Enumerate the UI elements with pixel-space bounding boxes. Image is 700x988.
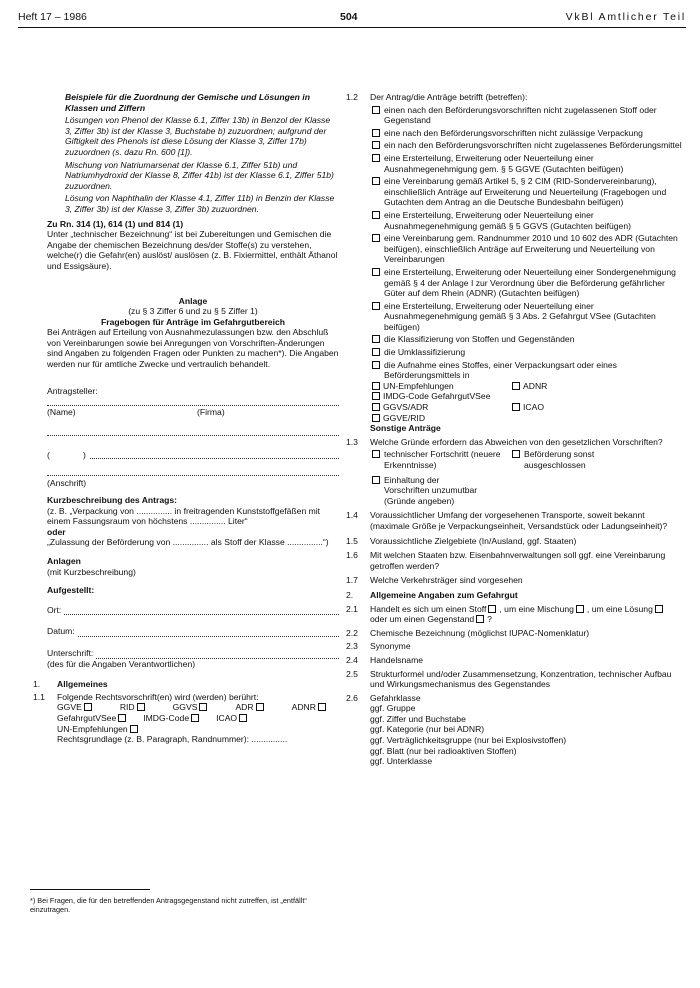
option-item [370, 347, 682, 358]
opt-adnr: ADNR [523, 380, 548, 391]
question-row [346, 669, 682, 690]
firma-label: (Firma) [197, 407, 225, 418]
checkbox[interactable] [372, 476, 380, 484]
question-number: 1.5 [346, 535, 358, 546]
s12-text: Der Antrag/die Anträge betrifft (betreffen): [370, 92, 528, 102]
publication-title: VkBl Amtlicher Teil [565, 11, 686, 23]
checkbox[interactable] [191, 714, 199, 722]
name-line[interactable] [47, 404, 339, 406]
grund-3: Einhaltung der Vorschriften unzumutbar (Gründe angeben) [384, 474, 478, 506]
checkbox[interactable] [256, 703, 264, 711]
option-item [370, 176, 682, 208]
option-item [370, 301, 682, 333]
checkbox[interactable] [239, 714, 247, 722]
option-label: die Umklassifizierung [384, 347, 466, 358]
checkbox[interactable] [372, 414, 380, 422]
sonstige-label: Sonstige Anträge [370, 423, 441, 434]
checkbox[interactable] [576, 605, 584, 613]
question-number: 1.7 [346, 575, 358, 586]
reg-rid: RID [119, 702, 135, 713]
rechtsgrundlage: Rechtsgrundlage (z. B. Paragraph, Randnummer): ............... [57, 734, 288, 745]
anlage-sub: (zu § 3 Ziffer 6 und zu § 5 Ziffer 1) [128, 306, 258, 317]
s21-text: Handelt es sich um einen Stoff , um eine Mischung , um eine Lösungoder um einen Gegenstand ? [370, 604, 682, 625]
checkbox[interactable] [372, 302, 380, 310]
rn-title: Zu Rn. 314 (1), 614 (1) und 814 (1) [47, 218, 184, 229]
sub-item: ggf. Verträglichkeitsgruppe (nur bei Explosivstoffen) [370, 735, 567, 746]
kurz-example-a: (z. B. „Verpackung von ............... in freitragenden Kunststoffgefäßen mit einem Fassungsraum von höchstens ............... Liter“ [47, 505, 321, 527]
datum-field[interactable] [78, 628, 339, 637]
option-label: eine Vereinbarung gemäß Artikel 5, § 2 CIM (RID-Sondervereinbarung), einschließlich Anträge auf Erweiterung und Neuerteilung (Fragebogen und Gutachten dem Antrag an die Deutsche Bundesbahn beifügen) [384, 176, 667, 208]
reg-icao: ICAO [216, 712, 238, 723]
question-row [346, 536, 682, 547]
option-label: ein nach den Beförderungsvorschriften nicht zugelassenes Beförderungsmittel [384, 140, 682, 151]
checkbox[interactable] [372, 268, 380, 276]
question-text: Voraussichtlicher Umfang der vorgesehenen Transporte, soweit bekannt (maximale Größe je Verpackungseinheit, Versandstück oder Ladungseinheit)? [370, 510, 668, 531]
regs-grid [370, 381, 682, 423]
question-number: 1.4 [346, 510, 358, 521]
checkbox-cell [370, 140, 384, 151]
checkbox-cell [370, 267, 384, 299]
question-row [346, 693, 682, 704]
option-label: die Klassifizierung von Stoffen und Gegenständen [384, 334, 575, 345]
sub-item: ggf. Blatt (nur bei radioaktiven Stoffen) [370, 745, 517, 756]
question-text: Allgemeine Angaben zum Gefahrgut [370, 589, 518, 600]
question-number: 2.6 [346, 692, 358, 703]
option-label: eine Ersterteilung, Erweiterung oder Neuerteilung einer Ausnahmegenehmigung gemäß § 5 GGVS (Gutachten beifügen) [384, 209, 631, 231]
checkbox[interactable] [372, 141, 380, 149]
right-column [346, 92, 682, 767]
question-text: Welche Verkehrsträger sind vorgesehen [370, 575, 523, 586]
anlage-title: Fragebogen für Anträge im Gefahrgutbereich [101, 316, 285, 327]
opt-icao: ICAO [523, 402, 545, 413]
grund-1: technischer Fortschritt (neuere Erkenntnisse) [384, 449, 501, 470]
page-number: 504 [340, 11, 358, 23]
question-row [346, 655, 682, 666]
phone-line[interactable] [90, 457, 339, 459]
page-header [18, 8, 686, 26]
question-text: Voraussichtliche Zielgebiete (In/Ausland, ggf. Staaten) [370, 535, 577, 546]
checkbox[interactable] [372, 106, 380, 114]
name-label: (Name) [47, 407, 76, 418]
unterschrift-sub: (des für die Angaben Verantwortlichen) [47, 658, 196, 669]
anlagen-sub: (mit Kurzbeschreibung) [47, 566, 136, 577]
checkbox[interactable] [372, 382, 380, 390]
s12-num: 1.2 [346, 92, 358, 102]
item-list-2 [346, 628, 682, 704]
example-1: Lösungen von Phenol der Klasse 6.1, Ziffer 13b) in Benzol der Klasse 3, Ziffer 3b) ist der Klasse 3, Buchstabe b) zuzuordnen; aufgrund der Giftigkeit des Phenols ist diese Lösung der Klasse 3, Ziffer 17b) zuzuordnen (s. dazu Rn. 600 [1]). [65, 115, 331, 157]
option-item [370, 105, 682, 126]
checkbox[interactable] [372, 234, 380, 242]
regs-row-1 [57, 702, 329, 713]
question-text: Mit welchen Staaten bzw. Eisenbahnverwaltungen soll ggf. eine Vereinbarung getroffen werden? [370, 550, 666, 571]
checkbox-cell [370, 360, 384, 381]
reg-un: UN-Empfehlungen [57, 723, 128, 734]
ort-label: Ort: [47, 604, 62, 615]
checkbox[interactable] [512, 382, 520, 390]
s13-num: 1.3 [346, 436, 358, 447]
header-rule [18, 27, 686, 28]
item-list [346, 510, 682, 600]
question-number: 2.4 [346, 654, 358, 665]
sub-item: ggf. Gruppe [370, 703, 416, 714]
question-text: Gefahrklasse [370, 692, 421, 703]
checkbox[interactable] [372, 211, 380, 219]
option-label: eine Ersterteilung, Erweiterung oder Neuerteilung einer Ausnahmegenehmigung gemäß § 3 Abs. 2 Gefahrgut VSee (Gutachten beifügen) [384, 300, 656, 332]
checkbox[interactable] [476, 615, 484, 623]
checkbox-cell [370, 210, 384, 231]
option-label: eine Ersterteilung, Erweiterung oder Neuerteilung einer Ausnahmegenehmigung gem. § 5 GGVE (Gutachten beifügen) [384, 152, 624, 174]
checkbox-cell [370, 233, 384, 265]
question-text: Chemische Bezeichnung (möglichst IUPAC-Nomenklatur) [370, 627, 590, 638]
regs-row-3 [57, 724, 339, 735]
option-item [370, 210, 682, 231]
s11-num: 1.1 [33, 691, 45, 702]
option-item [370, 140, 682, 151]
question-number: 2. [346, 589, 354, 600]
unterschrift-label: Unterschrift: [47, 647, 94, 658]
option-label: die Aufnahme eines Stoffes, einer Verpackungsart oder eines Beförderungsmittels in [384, 359, 617, 381]
grund-2: Beförderung sonst ausgeschlossen [524, 449, 595, 470]
question-number: 2.3 [346, 641, 358, 652]
footnote: *) Bei Fragen, die für den betreffenden Antragsgegenstand nicht zutreffen, ist „entfällt“ einzutragen. [30, 896, 307, 914]
aufgestellt-label: Aufgestellt: [47, 585, 95, 596]
anschrift-label: (Anschrift) [47, 478, 87, 489]
opt-un: UN-Empfehlungen [383, 380, 454, 391]
question-row [346, 628, 682, 639]
anlage-text: Bei Anträgen auf Erteilung von Ausnahmezulassungen bzw. den Abschluß von Vereinbarungen sowie bei Anregungen von Vorschriften-Änderungen sind Angaben zu folgenden Fragen oder Punkten zu machen*). Die Angaben werden nur für amtliche Zwecke und vertraulich behandelt. [47, 327, 339, 370]
s11-text: Folgende Rechtsvorschrift(en) wird (werden) berührt: [57, 691, 259, 702]
option-item [370, 334, 682, 345]
reg-adnr: ADNR [291, 702, 316, 713]
issue-label: Heft 17 – 1986 [18, 11, 87, 23]
example-2: Mischung von Natriumarsenat der Klasse 6.1, Ziffer 51b) und Natriumhydroxid der Klasse 8, Ziffer 41b) ist der Klasse 6.1, Ziffer 51b) zuzuordnen. [65, 159, 334, 191]
question-row [346, 575, 682, 586]
checkbox-cell [370, 347, 384, 358]
reg-gefahrgutvsee: GefahrgutVSee [57, 712, 117, 723]
question-number: 1.6 [346, 550, 358, 561]
checkbox[interactable] [372, 403, 380, 411]
option-list [370, 105, 682, 381]
question-text: Strukturformel und/oder Zusammensetzung, Konzentration, technischer Aufbau und Wirkungsmechanismus des Gegenstandes [370, 668, 672, 690]
footnote-rule [30, 889, 150, 890]
unterschrift-field[interactable] [96, 650, 339, 659]
option-label: eine Ersterteilung, Erweiterung oder Neuerteilung einer Sondergenehmigung gemäß § 4 der Anlage I zur Verordnung über die Beförderung gefährlicher Güter auf dem Rhein (ADNR) (Gutachten beifügen) [384, 266, 676, 299]
checkbox-cell [370, 153, 384, 174]
anlage-heading: Anlage [178, 295, 208, 306]
checkbox[interactable] [118, 714, 126, 722]
reg-ggve: GGVE [57, 702, 82, 713]
option-label: eine nach den Beförderungsvorschriften nicht zulässige Verpackung [384, 127, 643, 138]
reg-imdg: IMDG-Code [143, 712, 190, 723]
checkbox[interactable] [372, 129, 380, 137]
question-text: Handelsname [370, 654, 424, 665]
option-item [370, 153, 682, 174]
reg-ggvs: GGVS [172, 702, 198, 713]
antragsteller-label: Antragsteller: [47, 385, 98, 396]
option-label: einen nach den Beförderungsvorschriften nicht zugelassenen Stoff oder Gegenstand [384, 104, 657, 126]
question-row [346, 590, 682, 601]
oder-label: oder [47, 526, 66, 537]
checkbox-cell [370, 105, 384, 126]
question-number: 2.2 [346, 627, 358, 638]
checkbox[interactable] [137, 703, 145, 711]
question-text: Synonyme [370, 641, 411, 652]
left-column [33, 92, 339, 745]
reg-adr: ADR [235, 702, 254, 713]
option-label: eine Vereinbarung gem. Randnummer 2010 und 10 602 des ADR (Gutachten beifügen), einschließlich Anträge auf Erweiterung und Neuerteilung von Vereinbarungen [384, 233, 678, 265]
checkbox[interactable] [488, 605, 496, 613]
kurz-title: Kurzbeschreibung des Antrags: [47, 495, 178, 506]
checkbox[interactable] [372, 348, 380, 356]
s1-num: 1. [33, 679, 41, 690]
question-row [346, 510, 682, 531]
option-item [370, 267, 682, 299]
opt-ggvs: GGVS/ADR [383, 402, 429, 413]
checkbox[interactable] [512, 450, 520, 458]
checkbox[interactable] [318, 703, 326, 711]
checkbox-cell [370, 176, 384, 208]
checkbox-cell [370, 128, 384, 139]
sub-item: ggf. Kategorie (nur bei ADNR) [370, 724, 485, 735]
phone-paren-close: ) [83, 449, 86, 460]
regs-row-2 [57, 713, 339, 724]
s21-num: 2.1 [346, 603, 358, 614]
rn-text: Unter „technischer Bezeichnung“ ist bei Zubereitungen und Gemischen die Angabe der chemischen Bezeichnung des/der Stoffe(s) zu verstehen, welche(r) die Gefahr(en) auslöst/ auslösen (z. B. Fixiermittel, enthält Äthanol und Essigsäure). [47, 229, 338, 271]
option-item [370, 233, 682, 265]
example-3: Lösung von Naphthalin der Klasse 4.1, Ziffer 11b) in Benzin der Klasse 3, Ziffer 3b) ist der Klasse 3, Ziffer 3b) zuzuordnen. [65, 193, 335, 214]
opt-ggve: GGVE/RID [383, 412, 426, 423]
s1-title: Allgemeines [57, 679, 108, 690]
anlagen-title: Anlagen [47, 556, 81, 566]
checkbox[interactable] [130, 725, 138, 733]
checkbox[interactable] [512, 403, 520, 411]
checkbox[interactable] [372, 177, 380, 185]
checkbox[interactable] [372, 450, 380, 458]
sub-item: ggf. Ziffer und Buchstabe [370, 713, 466, 724]
sub-item: ggf. Unterklasse [370, 756, 433, 767]
s26-list [370, 703, 682, 767]
checkbox[interactable] [655, 605, 663, 613]
option-item [370, 128, 682, 139]
s13-text: Welche Gründe erfordern das Abweichen von den gesetzlichen Vorschriften? [370, 436, 663, 447]
phone-paren-open: ( [47, 449, 50, 460]
address-line-1[interactable] [47, 434, 339, 436]
checkbox[interactable] [84, 703, 92, 711]
ort-field[interactable] [64, 606, 339, 615]
opt-imdg: IMDG-Code GefahrgutVSee [383, 391, 491, 402]
question-row [346, 641, 682, 652]
checkbox[interactable] [199, 703, 207, 711]
checkbox-cell [370, 334, 384, 345]
datum-label: Datum: [47, 626, 75, 637]
question-number: 2.5 [346, 668, 358, 679]
checkbox[interactable] [372, 361, 380, 369]
option-item [370, 360, 682, 381]
checkbox[interactable] [372, 392, 380, 400]
kurz-example-b: „Zulassung der Beförderung von ............... als Stoff der Klasse ...............“) [47, 537, 329, 548]
address-line-2[interactable] [47, 474, 339, 476]
checkbox-cell [370, 301, 384, 333]
checkbox[interactable] [372, 335, 380, 343]
examples-title: Beispiele für die Zuordnung der Gemische und Lösungen in Klassen und Ziffern [65, 92, 310, 113]
question-row [346, 550, 682, 571]
checkbox[interactable] [372, 154, 380, 162]
